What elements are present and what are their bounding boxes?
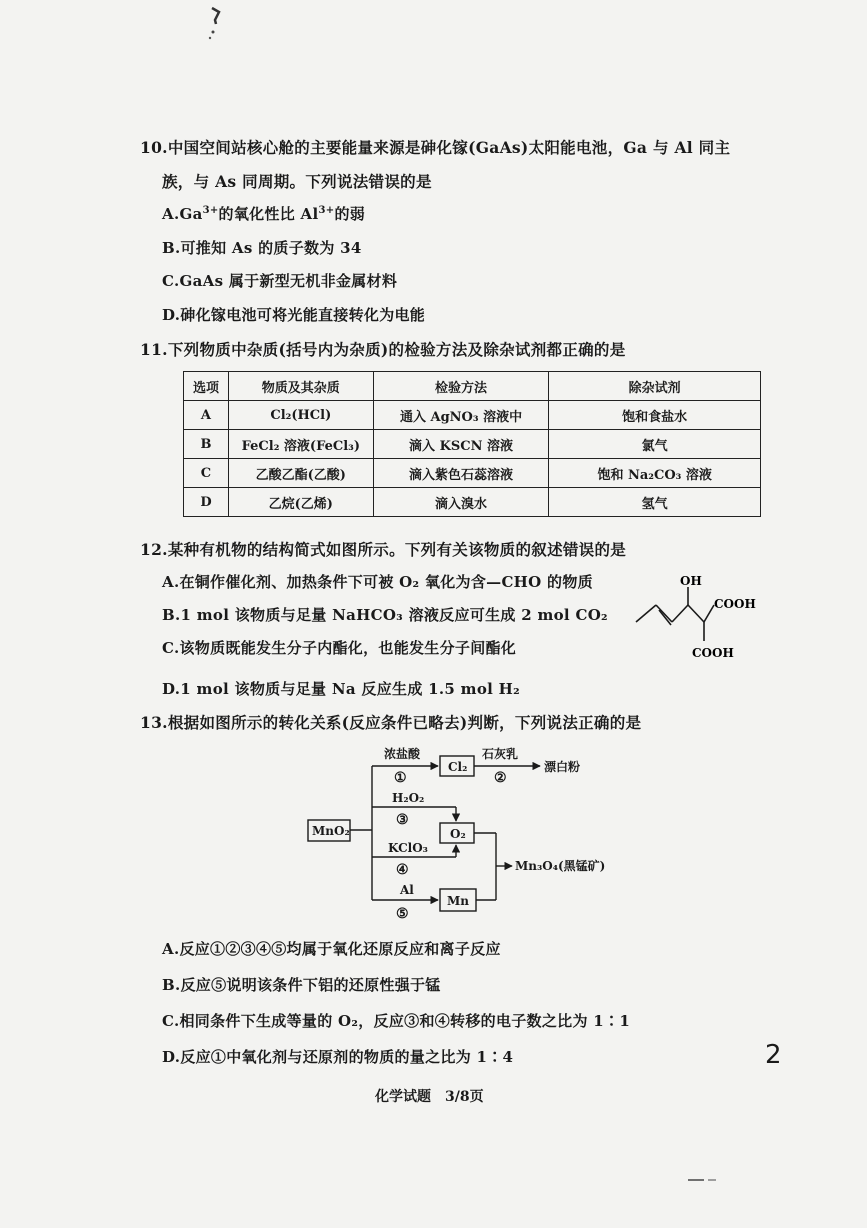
table-cell: 氯气 [549, 430, 761, 459]
q10-a-pre: A.Ga [162, 205, 203, 223]
q10-option-d: D.砷化镓电池可将光能直接转化为电能 [162, 306, 426, 324]
diagram-num-5: ⑤ [396, 906, 409, 922]
q10-a-sup2: 3+ [318, 205, 335, 216]
table-row [184, 488, 761, 517]
q10-a-mid: 的氧化性比 Al [218, 205, 319, 223]
diagram-num-4: ④ [396, 862, 409, 878]
q12-option-c: C.该物质既能发生分子内酯化，也能发生分子间酯化 [162, 639, 517, 657]
table-row [184, 459, 761, 488]
table-cell: 滴入 KSCN 溶液 [373, 430, 549, 459]
q10-option-c: C.GaAs 属于新型无机非金属材料 [162, 272, 398, 290]
q11-table [183, 371, 761, 517]
q10-stem-line1: 10.中国空间站核心舱的主要能量来源是砷化镓(GaAs)太阳能电池，Ga 与 Al 同主 [140, 138, 731, 157]
q13-option-b: B.反应⑤说明该条件下铝的还原性强于锰 [162, 976, 441, 994]
table-cell: 氢气 [549, 488, 761, 517]
scan-speck-icon [204, 6, 224, 42]
diagram-product-label: Mn₃O₄(黑锰矿) [515, 859, 606, 873]
diagram-o2-label: O₂ [450, 827, 466, 841]
q10-stem-line2: 族，与 As 同周期。下列说法错误的是 [162, 172, 432, 191]
diagram-reagent-2: 石灰乳 [482, 747, 519, 761]
table-cell: FeCl₂ 溶液(FeCl₃) [228, 430, 373, 459]
table-cell: 饱和 Na₂CO₃ 溶液 [549, 459, 761, 488]
q10-a-post: 的弱 [334, 205, 366, 223]
q10-option-a [162, 203, 365, 224]
diagram-num-2: ② [494, 770, 507, 786]
table-cell: B [184, 430, 229, 459]
diagram-reagent-1: 浓盐酸 [384, 747, 421, 761]
scan-mark [204, 6, 224, 46]
diagram-mno2-label: MnO₂ [312, 824, 350, 838]
q13-option-c: C.相同条件下生成等量的 O₂，反应③和④转移的电子数之比为 1∶1 [162, 1012, 631, 1030]
table-cell: 通入 AgNO₃ 溶液中 [373, 401, 549, 430]
diagram-mn-label: Mn [447, 894, 470, 908]
table-cell: 乙烷(乙烯) [228, 488, 373, 517]
structure-cooh-label-2: COOH [692, 646, 734, 660]
page-footer: 化学试题 3/8页 [375, 1089, 484, 1105]
diagram-reagent-5: Al [400, 883, 414, 897]
table-cell: A [184, 401, 229, 430]
table-header-row [184, 372, 761, 401]
table-cell: 乙酸乙酯(乙酸) [228, 459, 373, 488]
table-header-cell: 除杂试剂 [549, 372, 761, 401]
structure-oh-label: OH [680, 574, 702, 588]
scan-dash-icon [688, 1177, 718, 1183]
table-cell: 饱和食盐水 [549, 401, 761, 430]
table-cell: 滴入紫色石蕊溶液 [373, 459, 549, 488]
table-row [184, 401, 761, 430]
diagram-reagent-4: KClO₃ [388, 841, 428, 855]
q10-option-b: B.可推知 As 的质子数为 34 [162, 239, 362, 257]
q13-option-d: D.反应①中氧化剂与还原剂的物质的量之比为 1∶4 [162, 1048, 514, 1066]
q12-structure-formula [630, 565, 765, 665]
q13-stem: 13.根据如图所示的转化关系(反应条件已略去)判断，下列说法正确的是 [140, 713, 642, 732]
table-cell: D [184, 488, 229, 517]
q12-option-a: A.在铜作催化剂、加热条件下可被 O₂ 氧化为含—CHO 的物质 [162, 573, 593, 591]
structure-cooh-label-1: COOH [714, 597, 756, 611]
scan-mark-bottom [688, 1168, 718, 1187]
table-header-cell: 选项 [184, 372, 229, 401]
table-header-cell: 检验方法 [373, 372, 549, 401]
q11-stem: 11.下列物质中杂质(括号内为杂质)的检验方法及除杂试剂都正确的是 [140, 340, 626, 359]
diagram-reagent-3: H₂O₂ [392, 791, 425, 805]
table-cell: Cl₂(HCl) [228, 401, 373, 430]
diagram-num-1: ① [394, 770, 407, 786]
q13-conversion-diagram [300, 740, 630, 925]
q12-option-d: D.1 mol 该物质与足量 Na 反应生成 1.5 mol H₂ [162, 680, 521, 698]
diagram-cl2-label: Cl₂ [448, 760, 468, 774]
q13-option-a: A.反应①②③④⑤均属于氧化还原反应和离子反应 [162, 940, 501, 958]
diagram-num-3: ③ [396, 812, 409, 828]
q12-option-b: B.1 mol 该物质与足量 NaHCO₃ 溶液反应可生成 2 mol CO₂ [162, 606, 608, 624]
table-row [184, 430, 761, 459]
q12-stem: 12.某种有机物的结构简式如图所示。下列有关该物质的叙述错误的是 [140, 540, 627, 559]
table-cell: 滴入溴水 [373, 488, 549, 517]
table-header-cell: 物质及其杂质 [228, 372, 373, 401]
diagram-bleach-label: 漂白粉 [544, 760, 581, 774]
q10-a-sup1: 3+ [202, 205, 219, 216]
handwritten-number: 2 [765, 1040, 782, 1070]
table-cell: C [184, 459, 229, 488]
